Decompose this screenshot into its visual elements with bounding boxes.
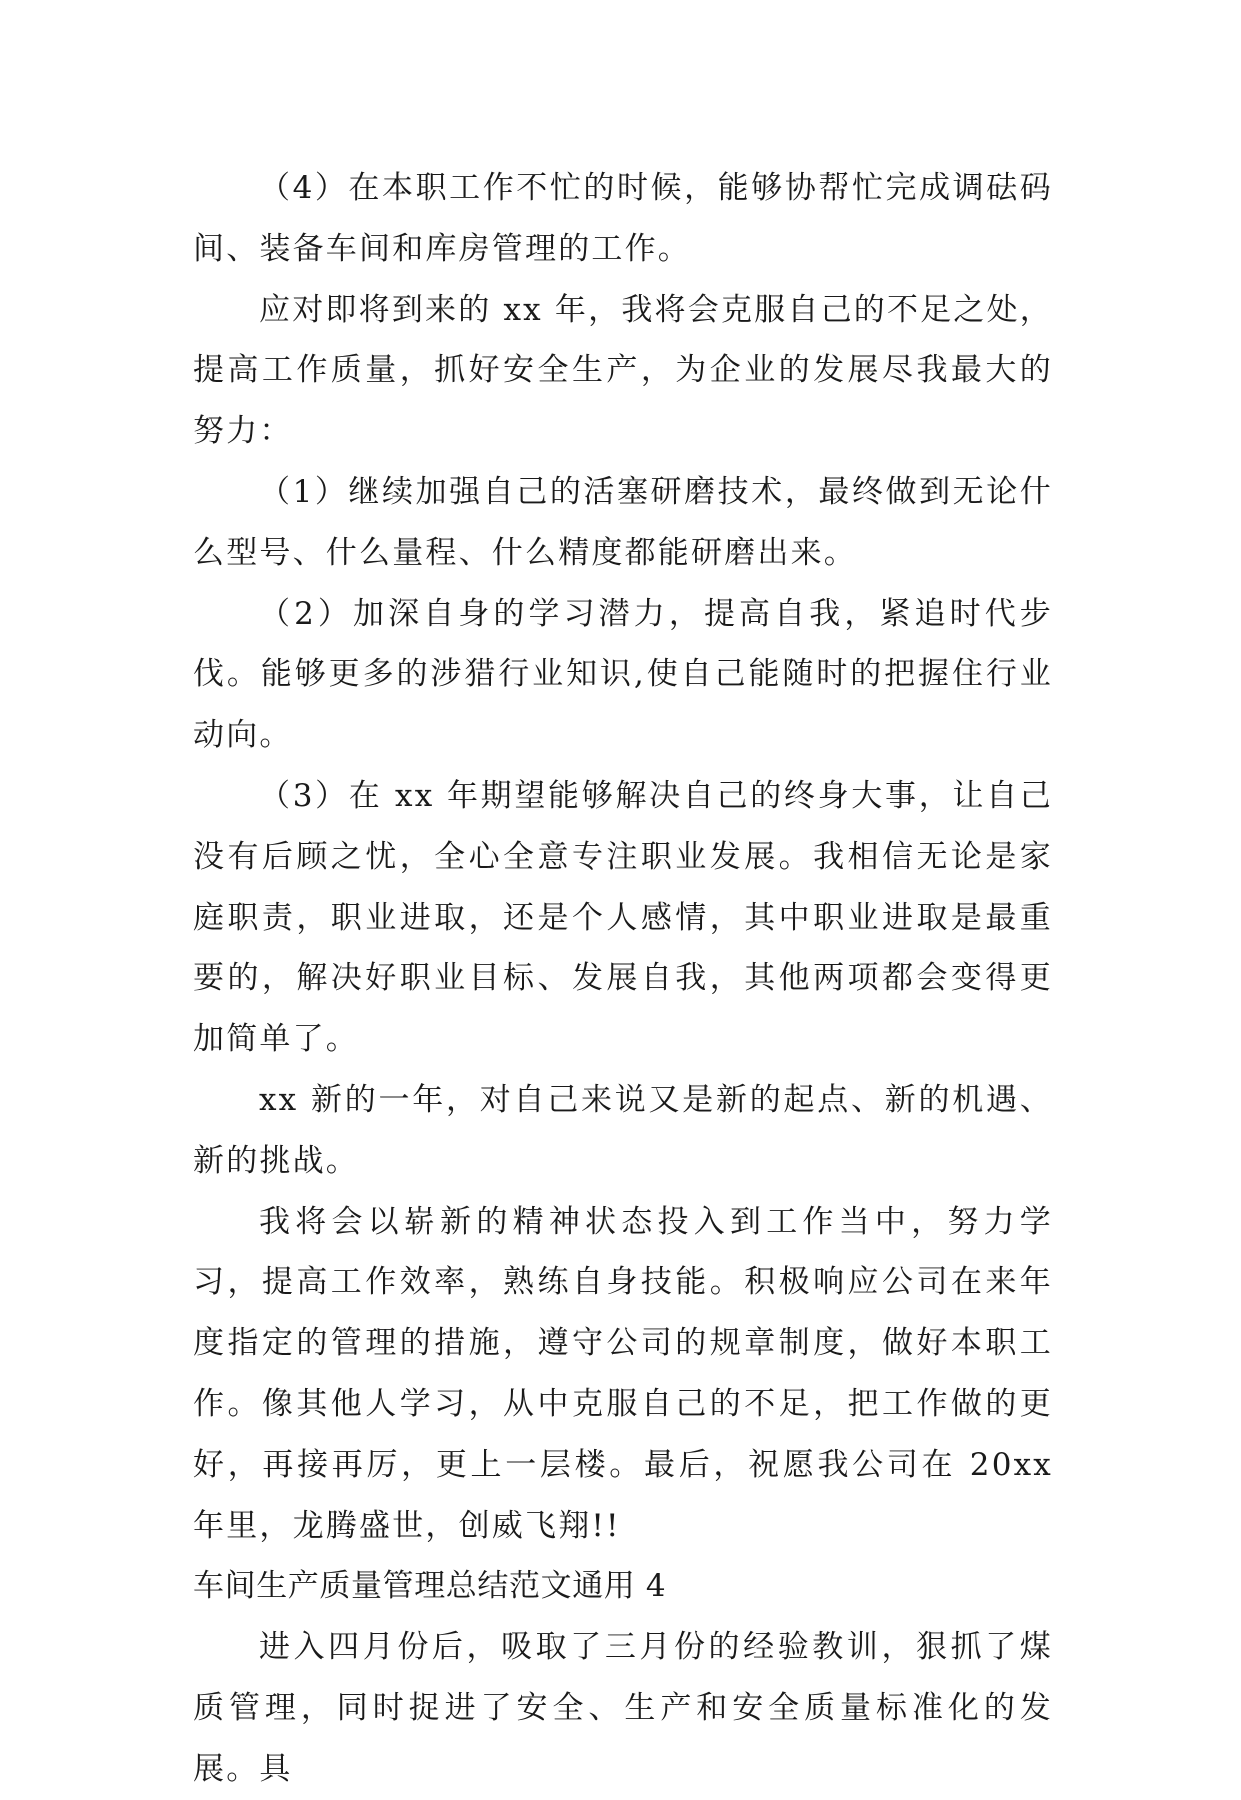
paragraph-plan-2: （2）加深自身的学习潜力，提高自我，紧追时代步伐。能够更多的涉猎行业知识,使自己能随时的把握住行业动向。 [193, 595, 1053, 754]
paragraph-plan-1: （1）继续加强自己的活塞研磨技术，最终做到无论什么型号、什么量程、什么精度都能研磨出来。 [193, 473, 1053, 571]
section-heading: 车间生产质量管理总结范文通用 4 [193, 1568, 667, 1605]
paragraph-item-4: （4）在本职工作不忙的时候，能够协帮忙完成调砝码间、装备车间和库房管理的工作。 [193, 170, 1053, 267]
document-body [193, 158, 1053, 1800]
paragraph-april: 进入四月份后，吸取了三月份的经验教训，狠抓了煤质管理，同时捉进了安全、生产和安全质量标准化的发展。具 [193, 1629, 1053, 1787]
paragraph-new-year: xx 新的一年，对自己来说又是新的起点、新的机遇、新的挑战。 [193, 1081, 1053, 1179]
paragraph-coming-year: 应对即将到来的 xx 年，我将会克服自己的不足之处，提高工作质量，抓好安全生产，为企业的发展尽我最大的努力： [193, 291, 1053, 450]
paragraph-plan-3: （3）在 xx 年期望能够解决自己的终身大事，让自己没有后顾之忧，全心全意专注职业发展。我相信无论是家庭职责，职业进取，还是个人感情，其中职业进取是最重要的，解决好职业目标、发展自我，其他两项都会变得更加简单了。 [193, 777, 1053, 1058]
paragraph-closing: 我将会以崭新的精神状态投入到工作当中，努力学习，提高工作效率，熟练自身技能。积极响应公司在来年度指定的管理的措施，遵守公司的规章制度，做好本职工作。像其他人学习，从中克服自己的不足，把工作做的更好，再接再厉，更上一层楼。最后，祝愿我公司在 20xx 年里，龙腾盛世，创威飞翔!! [193, 1203, 1053, 1544]
